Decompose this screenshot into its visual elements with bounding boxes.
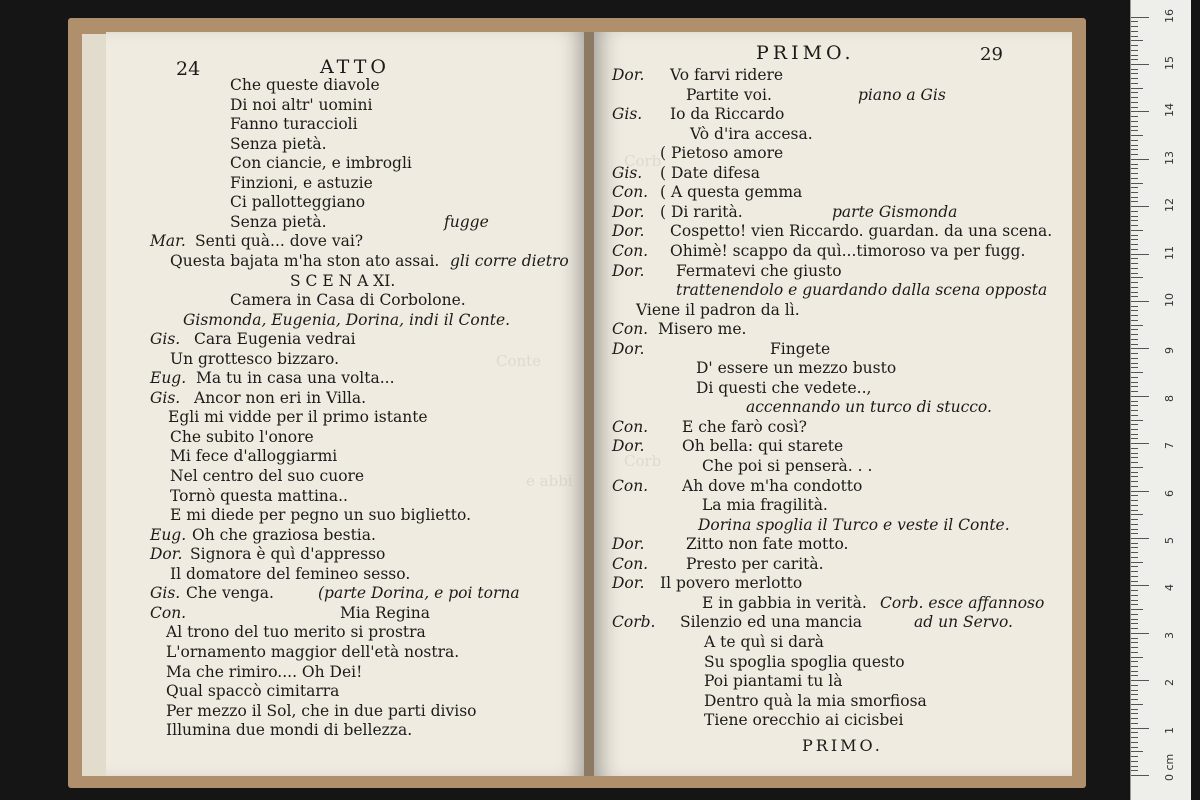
left-text-line: Senza pietà. bbox=[230, 212, 327, 231]
ruler-tick bbox=[1131, 718, 1138, 719]
ruler-tick bbox=[1131, 396, 1149, 397]
ruler-tick bbox=[1131, 595, 1138, 596]
ruler-tick bbox=[1131, 424, 1138, 425]
ruler-tick bbox=[1131, 756, 1138, 757]
ruler-tick bbox=[1131, 585, 1149, 586]
ruler-label: 11 bbox=[1163, 245, 1176, 260]
ruler-tick bbox=[1131, 685, 1138, 686]
ruler-label: 4 bbox=[1163, 584, 1176, 592]
left-text-line: Tornò questa mattina.. bbox=[170, 486, 348, 505]
ruler-tick bbox=[1131, 344, 1138, 345]
left-speaker: Gis. bbox=[150, 388, 181, 407]
left-speaker: Eug. bbox=[150, 525, 187, 544]
ruler-tick bbox=[1131, 277, 1143, 278]
ruler-tick bbox=[1131, 83, 1138, 84]
ruler-tick bbox=[1131, 604, 1138, 605]
ruler-tick bbox=[1131, 391, 1138, 392]
left-text-line: Signora è quì d'appresso bbox=[190, 545, 386, 564]
left-text-line: L'ornamento maggior dell'età nostra. bbox=[166, 642, 460, 661]
right-speaker: Dor. bbox=[612, 339, 645, 358]
left-text-line: Senti quà... dove vai? bbox=[195, 232, 364, 251]
ruler-tick bbox=[1131, 301, 1149, 302]
right-text-line: Poi piantami tu là bbox=[704, 672, 843, 691]
ruler-tick bbox=[1131, 434, 1138, 435]
left-text-line: Oh che graziosa bestia. bbox=[192, 525, 376, 544]
left-text-line: Camera in Casa di Corbolone. bbox=[230, 291, 466, 310]
ruler-tick bbox=[1131, 377, 1138, 378]
ruler-tick bbox=[1131, 386, 1138, 387]
ruler-tick bbox=[1131, 638, 1138, 639]
right-stage-direction: Fingete bbox=[770, 339, 831, 358]
left-text-line: Senza pietà. bbox=[230, 134, 327, 153]
ruler-tick bbox=[1131, 401, 1138, 402]
ruler-tick bbox=[1131, 770, 1138, 771]
ruler-tick bbox=[1131, 410, 1138, 411]
right-text-line: Cospetto! vien Riccardo. guardan. da una scena. bbox=[670, 222, 1053, 241]
ruler-tick bbox=[1131, 197, 1138, 198]
right-speaker: Con. bbox=[612, 554, 649, 573]
ruler-tick bbox=[1131, 619, 1138, 620]
right-text-line: Silenzio ed una mancia bbox=[680, 613, 863, 632]
ruler-tick bbox=[1131, 500, 1138, 501]
ruler-tick bbox=[1131, 438, 1138, 439]
ruler-tick bbox=[1131, 628, 1138, 629]
ruler-tick bbox=[1131, 462, 1138, 463]
left-text-line: Questa bajata m'ha ston ato assai. bbox=[170, 251, 440, 270]
ruler-tick bbox=[1131, 64, 1149, 65]
right-text-line: ( Di rarità. bbox=[660, 202, 743, 221]
ruler-tick bbox=[1131, 325, 1143, 326]
right-text-line: Dentro quà la mia smorfiosa bbox=[704, 691, 927, 710]
ruler-tick bbox=[1131, 164, 1138, 165]
ruler-tick bbox=[1131, 273, 1138, 274]
right-speaker: Con. bbox=[612, 476, 649, 495]
ruler-label: 7 bbox=[1163, 442, 1176, 450]
ruler-tick bbox=[1131, 92, 1138, 93]
ruler-tick bbox=[1131, 633, 1149, 634]
right-text-line: Zitto non fate motto. bbox=[686, 535, 849, 554]
ruler-tick bbox=[1131, 448, 1138, 449]
right-stage-direction: Corb. esce affannoso bbox=[880, 593, 1045, 612]
ruler-tick bbox=[1131, 467, 1143, 468]
ruler-tick bbox=[1131, 320, 1138, 321]
right-speaker: Dor. bbox=[612, 437, 645, 456]
left-text-line: Gismonda, Eugenia, Dorina, indi il Conte. bbox=[183, 310, 511, 329]
ruler-tick bbox=[1131, 614, 1138, 615]
ruler-tick bbox=[1131, 661, 1138, 662]
ruler-tick bbox=[1131, 372, 1143, 373]
ruler-label: 8 bbox=[1163, 394, 1176, 402]
ruler-tick bbox=[1131, 235, 1138, 236]
ruler-tick bbox=[1131, 590, 1138, 591]
right-text-line: E che farò così? bbox=[682, 417, 807, 436]
ruler-tick bbox=[1131, 116, 1138, 117]
right-speaker: Dor. bbox=[612, 202, 645, 221]
ruler-tick bbox=[1131, 382, 1138, 383]
left-speaker: Con. bbox=[150, 603, 187, 622]
ruler-tick bbox=[1131, 552, 1138, 553]
ruler-tick bbox=[1131, 329, 1138, 330]
ruler-tick bbox=[1131, 50, 1138, 51]
ruler-tick bbox=[1131, 728, 1149, 729]
ruler-tick bbox=[1131, 315, 1138, 316]
ruler-tick bbox=[1131, 135, 1143, 136]
left-speaker: Eug. bbox=[150, 369, 187, 388]
right-speaker: Dor. bbox=[612, 574, 645, 593]
right-speaker: Corb. bbox=[612, 613, 656, 632]
right-text-line: Oh bella: qui starete bbox=[682, 437, 844, 456]
ruler-tick bbox=[1131, 699, 1138, 700]
page-number-left: 24 bbox=[176, 58, 201, 80]
ruler-tick bbox=[1131, 761, 1138, 762]
right-text-line: Presto per carità. bbox=[686, 554, 824, 573]
right-speaker: Gis. bbox=[612, 163, 643, 182]
ruler-tick bbox=[1131, 533, 1138, 534]
ruler-tick bbox=[1131, 547, 1138, 548]
left-text-line: Che venga. bbox=[186, 584, 274, 603]
ruler-tick bbox=[1131, 310, 1138, 311]
ruler-tick bbox=[1131, 220, 1138, 221]
ruler-tick bbox=[1131, 258, 1138, 259]
ruler-tick bbox=[1131, 201, 1138, 202]
right-text-line: D' essere un mezzo busto bbox=[696, 359, 897, 378]
ruler-tick bbox=[1131, 59, 1138, 60]
ruler-tick bbox=[1131, 88, 1143, 89]
ruler-tick bbox=[1131, 17, 1149, 18]
right-speaker: Dor. bbox=[612, 66, 645, 84]
ruler-label: 15 bbox=[1163, 56, 1176, 70]
right-text-line: Fermatevi che giusto bbox=[676, 261, 842, 280]
left-text-line: Fanno turaccioli bbox=[230, 115, 358, 134]
ruler-tick bbox=[1131, 149, 1138, 150]
ruler-label: 5 bbox=[1163, 537, 1176, 544]
ruler-tick bbox=[1131, 443, 1149, 444]
ruler-tick bbox=[1131, 287, 1138, 288]
ruler-tick bbox=[1131, 742, 1138, 743]
ruler-tick bbox=[1131, 40, 1143, 41]
right-text-line: Dorina spoglia il Turco e veste il Conte. bbox=[698, 515, 1010, 534]
ruler-tick bbox=[1131, 581, 1138, 582]
ruler-tick bbox=[1131, 206, 1149, 207]
right-text-line: La mia fragilità. bbox=[702, 496, 828, 515]
ruler-tick bbox=[1131, 130, 1138, 131]
ruler-tick bbox=[1131, 514, 1143, 515]
ruler-tick bbox=[1131, 723, 1138, 724]
right-text-line: Che poi si penserà. . . bbox=[702, 457, 873, 475]
ruler-tick bbox=[1131, 510, 1138, 511]
ruler-tick bbox=[1131, 230, 1143, 231]
left-speaker: Gis. bbox=[150, 584, 181, 603]
right-text-line: Tiene orecchio ai cicisbei bbox=[704, 711, 904, 730]
ruler-tick bbox=[1131, 524, 1138, 525]
ruler-label: 9 bbox=[1163, 347, 1176, 355]
left-text-line: Un grottesco bizzaro. bbox=[170, 349, 340, 368]
left-stage-direction: Mia Regina bbox=[340, 603, 430, 622]
right-text-line: Vo farvi ridere bbox=[670, 66, 784, 84]
right-text-line: ( A questa gemma bbox=[660, 183, 803, 202]
ruler-tick bbox=[1131, 609, 1143, 610]
ruler-tick bbox=[1131, 775, 1149, 776]
right-text-line: Ohimè! scappo da quì...timoroso va per fugg. bbox=[670, 241, 1026, 260]
ruler-tick bbox=[1131, 263, 1138, 264]
ruler-tick bbox=[1131, 145, 1138, 146]
ruler-tick bbox=[1131, 244, 1138, 245]
ruler-tick bbox=[1131, 102, 1138, 103]
ruler-tick bbox=[1131, 680, 1149, 681]
left-text-line: Illumina due mondi di bellezza. bbox=[166, 721, 413, 740]
ruler-tick bbox=[1131, 538, 1149, 539]
ruler-tick bbox=[1131, 358, 1138, 359]
right-speaker: Dor. bbox=[612, 261, 645, 280]
ruler-tick bbox=[1131, 126, 1138, 127]
ruler-tick bbox=[1131, 55, 1138, 56]
ruler-label: 14 bbox=[1163, 103, 1176, 118]
ruler-tick bbox=[1131, 529, 1138, 530]
left-text-line: Al trono del tuo merito si prostra bbox=[166, 623, 426, 642]
catchword: PRIMO. bbox=[802, 736, 883, 755]
ruler-tick bbox=[1131, 178, 1138, 179]
ruler-tick bbox=[1131, 495, 1138, 496]
left-text-line: Il domatore del femineo sesso. bbox=[170, 564, 411, 583]
ruler-tick bbox=[1131, 557, 1138, 558]
ruler-tick bbox=[1131, 225, 1138, 226]
right-page: Corb Corb PRIMO. 29 Dor. Vo farvi ridere Partite voi. piano a Gis Gis. Io da Riccardo Vò d'ira accesa. ( Pietoso amore Gis. ( Date difesa Con. ( A questa gemma Dor. ( Di rarità. parte Gismonda Dor. Cospetto! vien Riccardo. guardan. da una scena. Con. Ohimè! scappo da quì...timoroso va per fugg. Dor. Fermatevi che giusto trattenendolo e guardando dalla scena opposta Viene il padron da lì. Con. Misero me. Dor. Fingete D' essere un mezzo busto Di questi che vedete.., accennando un turco di stucco. Con. E che farò così? Dor. Oh bella: qui starete Che poi si penserà. . . Con. Ah dove m'ha condotto La mia fragilità. Dorina spoglia il Turco e veste il Conte. Dor. Zitto non fate motto. Con. Presto per carità. Dor. Il povero merlotto E in gabbia in verità. Corb. esce affannoso Corb. Silenzio ed una mancia ad un Servo. A te quì si darà Su spoglia spoglia questo Poi piantami tu là Dentro quà la mia smorfiosa Tiene orecchio ai cicisbei PRIMO. bbox=[594, 32, 1072, 776]
ruler-tick bbox=[1131, 268, 1138, 269]
ruler-label: 10 bbox=[1163, 293, 1176, 307]
left-text-line: Che queste diavole bbox=[230, 76, 380, 94]
running-head-left: ATTO bbox=[320, 56, 390, 78]
right-text-line: E in gabbia in verità. bbox=[702, 593, 867, 612]
ruler-tick bbox=[1131, 657, 1143, 658]
ruler-label: 12 bbox=[1163, 198, 1176, 213]
ruler-tick bbox=[1131, 363, 1138, 364]
ruler-tick bbox=[1131, 491, 1149, 492]
left-stage-direction: gli corre dietro bbox=[450, 251, 569, 270]
ruler-tick bbox=[1131, 747, 1138, 748]
right-text-line: Ah dove m'ha condotto bbox=[682, 476, 863, 495]
right-text-line: Partite voi. bbox=[686, 85, 772, 104]
ruler-tick bbox=[1131, 97, 1138, 98]
ruler-tick bbox=[1131, 690, 1138, 691]
right-stage-direction: parte Gismonda bbox=[832, 202, 958, 221]
left-text-line: Con ciancie, e imbrogli bbox=[230, 154, 412, 173]
left-text-line: Nel centro del suo cuore bbox=[170, 467, 365, 485]
ruler-tick bbox=[1131, 107, 1138, 108]
ruler-tick bbox=[1131, 576, 1138, 577]
right-text-line: Vò d'ira accesa. bbox=[690, 124, 813, 143]
right-text-line: accennando un turco di stucco. bbox=[746, 398, 992, 417]
ruler-tick bbox=[1131, 306, 1138, 307]
ruler-tick bbox=[1131, 704, 1143, 705]
ruler-tick bbox=[1131, 187, 1138, 188]
right-text-line: Io da Riccardo bbox=[670, 105, 785, 124]
left-stage-direction: fugge bbox=[444, 212, 489, 231]
left-text-line: Finzioni, e astuzie bbox=[230, 173, 373, 192]
right-text-line: Di questi che vedete.., bbox=[696, 378, 872, 397]
ruler-tick bbox=[1131, 566, 1138, 567]
right-text-line: A te quì si darà bbox=[704, 632, 824, 651]
ruler-tick bbox=[1131, 173, 1138, 174]
left-speaker: Dor. bbox=[150, 545, 183, 564]
ruler-tick bbox=[1131, 709, 1138, 710]
ruler-tick bbox=[1131, 192, 1138, 193]
right-text-line: ( Date difesa bbox=[660, 163, 760, 182]
left-text-line: Che subito l'onore bbox=[170, 427, 314, 446]
right-stage-direction: ad un Servo. bbox=[914, 613, 1013, 632]
ruler-tick bbox=[1131, 481, 1138, 482]
left-stage-direction: (parte Dorina, e poi torna bbox=[318, 584, 520, 603]
ruler-label: 2 bbox=[1163, 679, 1176, 687]
ruler-tick bbox=[1131, 519, 1138, 520]
left-page: Conte e abbi 24 ATTO Che queste diavole Di noi altr' uomini Fanno turaccioli Senza pietà. Con ciancie, e imbrogli Finzioni, e astuzie Ci pallotteggiano Senza pietà. fugge Mar. Senti quà... dove vai? Questa bajata m'ha ston ato assai. gli corre dietro S C E N A XI. Camera in Casa di Corbolone. Gismonda, Eugenia, Dorina, indi il Conte. Gis. Cara Eugenia vedrai Un grottesco bizzaro. Eug. Ma tu in casa una volta... Gis. Ancor non eri in Villa. Egli mi vidde per il primo istante Che subito l'onore Mi fece d'alloggiarmi Nel centro del suo cuore Tornò questa mattina.. E mi diede per pegno un suo biglietto. Eug. Oh che graziosa bestia. Dor. Signora è quì d'appresso Il domatore del femineo sesso. Gis. Che venga. (parte Dorina, e poi torna Con. Mia Regina Al trono del tuo merito si prostra L'ornamento maggior dell'età nostra. Ma che rimiro.... Oh Dei! Qual spaccò cimitarra Per mezzo il Sol, che in due parti diviso Illumina due mondi di bellezza. bbox=[106, 32, 586, 776]
ruler-tick bbox=[1131, 159, 1149, 160]
ruler-tick bbox=[1131, 254, 1149, 255]
left-text-line: Ma che rimiro.... Oh Dei! bbox=[166, 662, 363, 681]
left-text-line: Cara Eugenia vedrai bbox=[194, 330, 356, 349]
left-text-line: Ancor non eri in Villa. bbox=[194, 388, 367, 407]
ruler-tick bbox=[1131, 111, 1149, 112]
ruler-tick bbox=[1131, 154, 1138, 155]
ruler-tick bbox=[1131, 36, 1138, 37]
ruler-tick bbox=[1131, 505, 1138, 506]
right-text-line: trattenendolo e guardando dalla scena opposta bbox=[676, 281, 1048, 300]
left-text-line: Di noi altr' uomini bbox=[230, 95, 373, 114]
ruler-tick bbox=[1131, 334, 1138, 335]
right-speaker: Con. bbox=[612, 417, 649, 436]
left-text-line: S C E N A XI. bbox=[290, 271, 396, 290]
ruler-tick bbox=[1131, 282, 1138, 283]
ruler-tick bbox=[1131, 31, 1138, 32]
left-text-line: Qual spaccò cimitarra bbox=[166, 682, 340, 701]
ruler-tick bbox=[1131, 121, 1138, 122]
left-speaker: Gis. bbox=[150, 330, 181, 349]
right-text-line: Misero me. bbox=[658, 320, 747, 339]
page-number-right: 29 bbox=[980, 44, 1003, 65]
right-text-line: Viene il padron da lì. bbox=[636, 300, 800, 319]
ruler-tick bbox=[1131, 429, 1138, 430]
left-text-line: Ma tu in casa una volta... bbox=[196, 369, 395, 388]
right-speaker: Dor. bbox=[612, 535, 645, 554]
ruler-tick bbox=[1131, 239, 1138, 240]
running-head-right: PRIMO. bbox=[756, 42, 855, 64]
left-text-line: E mi diede per pegno un suo biglietto. bbox=[170, 506, 472, 525]
ruler-tick bbox=[1131, 732, 1138, 733]
ruler-tick bbox=[1131, 562, 1143, 563]
right-speaker: Dor. bbox=[612, 222, 645, 241]
right-speaker: Con. bbox=[612, 183, 649, 202]
measurement-ruler bbox=[1130, 0, 1191, 800]
right-text-line: Su spoglia spoglia questo bbox=[704, 652, 905, 671]
right-stage-direction: piano a Gis bbox=[858, 85, 946, 104]
ruler-tick bbox=[1131, 26, 1138, 27]
ruler-tick bbox=[1131, 623, 1138, 624]
ruler-tick bbox=[1131, 73, 1138, 74]
ruler-label: 6 bbox=[1163, 489, 1176, 497]
left-text-line: Per mezzo il Sol, che in due parti diviso bbox=[166, 701, 477, 720]
ruler-tick bbox=[1131, 249, 1138, 250]
ruler-tick bbox=[1131, 69, 1138, 70]
right-text-line: Il povero merlotto bbox=[660, 574, 803, 593]
left-speaker: Mar. bbox=[150, 232, 186, 251]
ruler-tick bbox=[1131, 339, 1138, 340]
right-speaker: Gis. bbox=[612, 105, 643, 124]
ruler-tick bbox=[1131, 405, 1138, 406]
ruler-tick bbox=[1131, 292, 1138, 293]
ruler-tick bbox=[1131, 216, 1138, 217]
ruler-tick bbox=[1131, 751, 1143, 752]
ruler-label: 13 bbox=[1163, 150, 1176, 165]
ruler-label: 16 bbox=[1163, 8, 1176, 23]
ruler-tick bbox=[1131, 140, 1138, 141]
ruler-label: 3 bbox=[1163, 631, 1176, 639]
ruler-tick bbox=[1131, 652, 1138, 653]
ruler-tick bbox=[1131, 78, 1138, 79]
ruler-tick bbox=[1131, 486, 1138, 487]
ruler-tick bbox=[1131, 183, 1143, 184]
ruler-tick bbox=[1131, 642, 1138, 643]
left-text-line: Egli mi vidde per il primo istante bbox=[168, 408, 428, 427]
ruler-label: 1 bbox=[1163, 726, 1176, 734]
ruler-tick bbox=[1131, 675, 1138, 676]
ruler-label: 0 cm bbox=[1163, 753, 1176, 781]
ruler-tick bbox=[1131, 671, 1138, 672]
ruler-tick bbox=[1131, 45, 1138, 46]
left-text-line: Mi fece d'alloggiarmi bbox=[170, 447, 338, 466]
ruler-tick bbox=[1131, 766, 1138, 767]
ruler-tick bbox=[1131, 666, 1138, 667]
ruler-tick bbox=[1131, 367, 1138, 368]
ruler-tick bbox=[1131, 168, 1138, 169]
ruler-tick bbox=[1131, 453, 1138, 454]
ruler-tick bbox=[1131, 737, 1138, 738]
ruler-tick bbox=[1131, 296, 1138, 297]
left-text-line: Ci pallotteggiano bbox=[230, 193, 366, 212]
right-text-line: ( Pietoso amore bbox=[660, 144, 784, 163]
right-speaker: Con. bbox=[612, 320, 649, 339]
ruler-tick bbox=[1131, 211, 1138, 212]
ruler-tick bbox=[1131, 21, 1138, 22]
ruler-tick bbox=[1131, 647, 1138, 648]
ruler-tick bbox=[1131, 472, 1138, 473]
right-speaker: Con. bbox=[612, 241, 649, 260]
ruler-tick bbox=[1131, 713, 1138, 714]
ruler-tick bbox=[1131, 571, 1138, 572]
ruler-tick bbox=[1131, 600, 1138, 601]
ruler-tick bbox=[1131, 457, 1138, 458]
ruler-tick bbox=[1131, 415, 1138, 416]
ruler-tick bbox=[1131, 694, 1138, 695]
ruler-tick bbox=[1131, 420, 1143, 421]
ruler-tick bbox=[1131, 476, 1138, 477]
ruler-tick bbox=[1131, 348, 1149, 349]
ruler-tick bbox=[1131, 543, 1138, 544]
ruler-tick bbox=[1131, 353, 1138, 354]
